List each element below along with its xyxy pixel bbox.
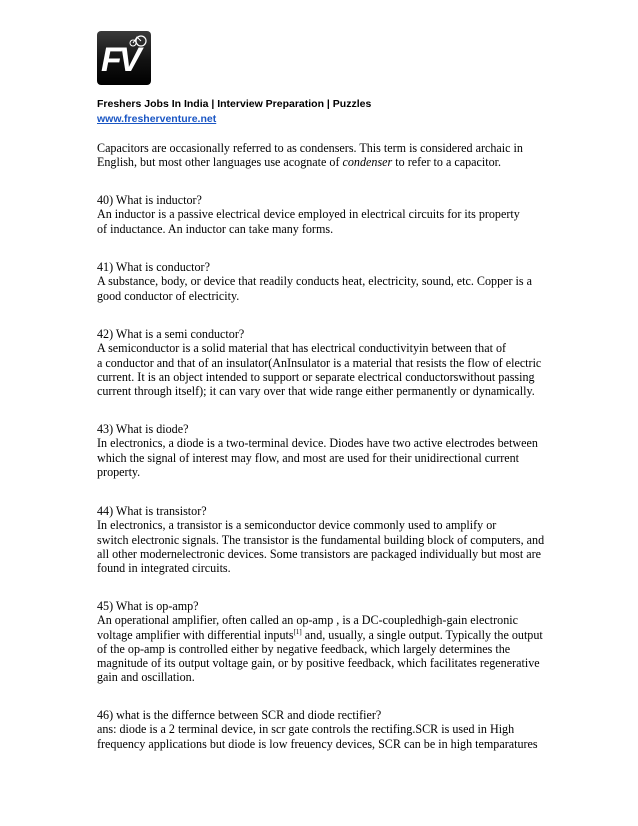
answer-line: good conductor of electricity.	[97, 288, 240, 303]
question-heading: 43) What is diode?	[97, 422, 189, 436]
intro-line-2: English, but most other languages use acognate of condenser to refer to a capacitor.	[97, 155, 502, 170]
answer-line: found in integrated circuits.	[97, 561, 231, 576]
page-header	[97, 97, 371, 126]
citation-superscript[interactable]: [1]	[293, 627, 302, 636]
answer-line: which the signal of interest may flow, and most are used for their unidirectional current	[97, 450, 520, 465]
header-tagline: Freshers Jobs In India | Interview Preparation | Puzzles	[97, 98, 372, 110]
intro-paragraph	[97, 141, 523, 170]
question-heading: 44) What is transistor?	[97, 504, 207, 518]
question-heading: 41) What is conductor?	[97, 260, 210, 274]
fresherventure-logo	[97, 31, 151, 85]
answer-line: a conductor and that of an insulator(AnInsulator is a material that resists the flow of electric	[97, 355, 542, 370]
answer-line: In electronics, a diode is a two-terminal device. Diodes have two active electrodes between	[97, 436, 538, 451]
qa-44	[97, 504, 544, 575]
answer-line: An operational amplifier, often called an op-amp , is a DC-coupledhigh-gain electronic	[97, 613, 518, 628]
answer-line: voltage amplifier with differential inputs[1] and, usually, a single output. Typically the output	[97, 627, 543, 642]
answer-line: all other modernelectronic devices. Some transistors are packaged individually but most are	[97, 546, 541, 561]
qa-42	[97, 327, 541, 398]
question-heading: 46) what is the differnce between SCR and diode rectifier?	[97, 708, 382, 722]
condenser-term: condenser	[342, 155, 393, 170]
qa-41	[97, 260, 532, 303]
answer-line: current through itself); it can vary over that wide range either permanently or dynamically.	[97, 384, 535, 399]
answer-line: A substance, body, or device that readily conducts heat, electricity, sound, etc. Copper is a	[97, 274, 533, 289]
intro-line-1: Capacitors are occasionally referred to as condensers. This term is considered archaic in	[97, 141, 523, 155]
answer-line: current. It is an object intended to support or separate electrical conductorswithout passing	[97, 369, 535, 384]
answer-line: magnitude of its output voltage gain, or by positive feedback, which facilitates regenerative	[97, 656, 540, 671]
answer-line: In electronics, a transistor is a semiconductor device commonly used to amplify or	[97, 518, 497, 533]
answer-line: switch electronic signals. The transistor is the fundamental building block of computers, and	[97, 532, 545, 547]
svg-text:FV: FV	[101, 41, 139, 79]
question-heading: 42) What is a semi conductor?	[97, 327, 245, 341]
answer-line: An inductor is a passive electrical device employed in electrical circuits for its property	[97, 207, 520, 222]
qa-45	[97, 599, 543, 685]
answer-line: frequency applications but diode is low freuency devices, SCR can be in high temparatures	[97, 736, 538, 751]
answer-line: ans: diode is a 2 terminal device, in scr gate controls the rectifing.SCR is used in High	[97, 722, 515, 737]
question-heading: 45) What is op-amp?	[97, 599, 199, 613]
qa-43	[97, 422, 538, 479]
question-heading: 40) What is inductor?	[97, 193, 202, 207]
answer-line: property.	[97, 464, 141, 479]
answer-line: of the op-amp is controlled either by negative feedback, which largely determines the	[97, 641, 511, 656]
answer-line: A semiconductor is a solid material that has electrical conductivityin between that of	[97, 341, 507, 356]
qa-46	[97, 708, 538, 751]
answer-line: gain and oscillation.	[97, 670, 195, 685]
answer-line: of inductance. An inductor can take many forms.	[97, 221, 334, 236]
qa-40	[97, 193, 520, 236]
website-link[interactable]: www.fresherventure.net	[97, 113, 217, 125]
